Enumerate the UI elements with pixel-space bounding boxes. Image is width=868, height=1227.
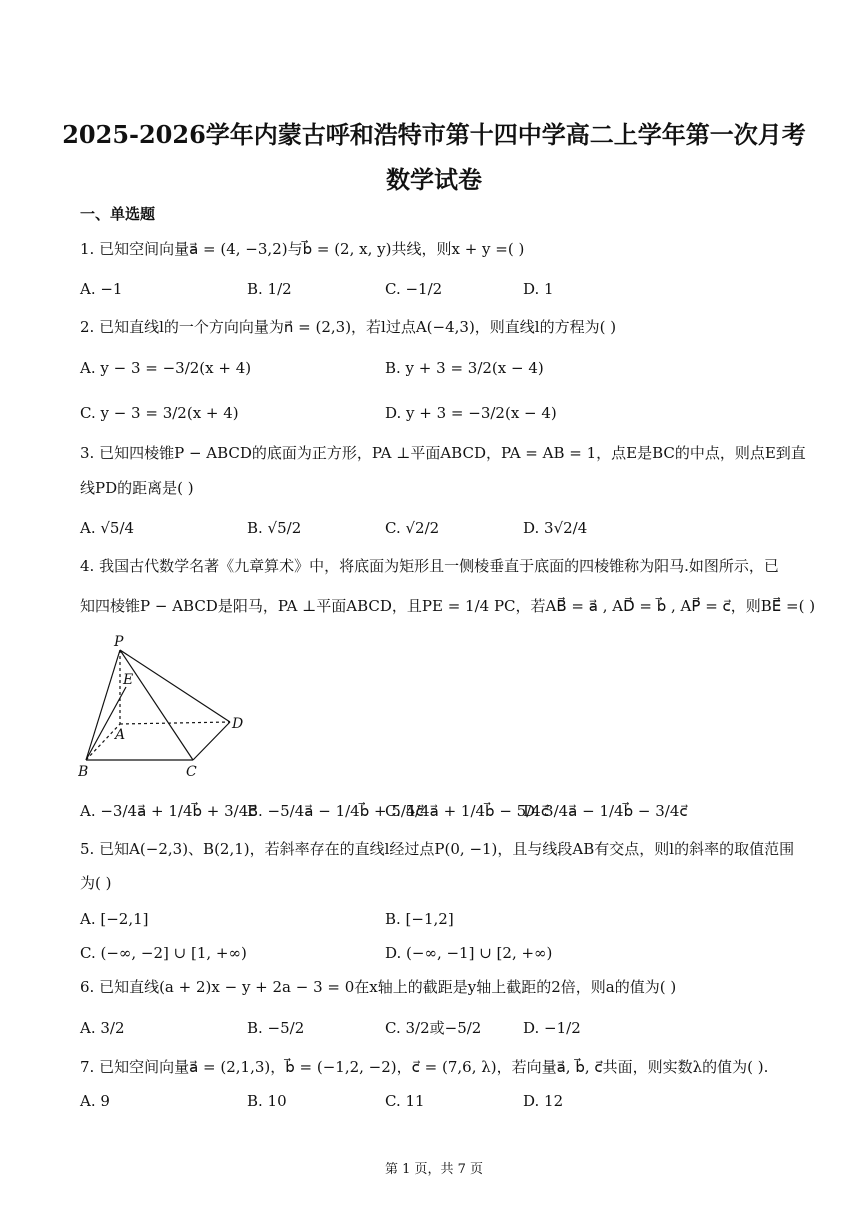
- label-e: E: [123, 672, 134, 688]
- q3-option-b: B. √5/2: [247, 519, 302, 537]
- q5-option-b: B. [−1,2]: [385, 910, 454, 928]
- question-3-stem-line1: 3. 已知四棱锥P − ABCD的底面为正方形，PA ⊥平面ABCD，PA = AB = 1，点E是BC的中点，则点E到直: [80, 444, 806, 462]
- q1-option-c: C. −1/2: [385, 280, 443, 298]
- q4-option-a: A. −3/4a⃗ + 1/4b⃗ + 3/4c⃗: [80, 802, 257, 820]
- section-heading: 一、单选题: [80, 205, 156, 223]
- question-5-stem-line2: 为( ): [80, 874, 112, 892]
- q7-option-b: B. 10: [247, 1092, 287, 1110]
- question-7-stem: 7. 已知空间向量a⃗ = (2,1,3)，b⃗ = (−1,2, −2)，c⃗ = (7,6, λ)，若向量a⃗, b⃗, c⃗共面，则实数λ的值为( ).: [80, 1058, 769, 1076]
- q6-option-d: D. −1/2: [523, 1019, 581, 1037]
- question-5-stem-line1: 5. 已知A(−2,3)、B(2,1)，若斜率存在的直线l经过点P(0, −1)，且与线段AB有交点，则l的斜率的取值范围: [80, 840, 795, 858]
- q5-option-a: A. [−2,1]: [80, 910, 149, 928]
- label-p: P: [114, 634, 124, 650]
- question-6-stem: 6. 已知直线(a + 2)x − y + 2a − 3 = 0在x轴上的截距是y轴上截距的2倍，则a的值为( ): [80, 978, 677, 996]
- q3-option-c: C. √2/2: [385, 519, 440, 537]
- exam-subtitle: 数学试卷: [386, 165, 482, 194]
- q5-option-c: C. (−∞, −2] ∪ [1, +∞): [80, 944, 247, 962]
- q4-option-d: D. 3/4a⃗ − 1/4b⃗ − 3/4c⃗: [523, 802, 688, 820]
- label-d: D: [232, 716, 244, 732]
- label-a: A: [115, 727, 126, 743]
- q3-option-d: D. 3√2/4: [523, 519, 588, 537]
- q1-option-b: B. 1/2: [247, 280, 292, 298]
- question-3-stem-line2: 线PD的距离是( ): [80, 479, 194, 497]
- q2-option-c: C. y − 3 = 3/2(x + 4): [80, 404, 239, 422]
- q1-option-d: D. 1: [523, 280, 554, 298]
- q7-option-a: A. 9: [80, 1092, 110, 1110]
- question-4-stem-line2: 知四棱锥P − ABCD是阳马，PA ⊥平面ABCD，且PE = 1/4 PC，若AB⃗ = a⃗ , AD⃗ = b⃗ , AP⃗ = c⃗，则BE⃗ =( ): [80, 597, 816, 615]
- q3-option-a: A. √5/4: [80, 519, 135, 537]
- q5-option-d: D. (−∞, −1] ∪ [2, +∞): [385, 944, 553, 962]
- pyramid-figure: [78, 632, 248, 782]
- label-c: C: [186, 764, 197, 780]
- q6-option-a: A. 3/2: [80, 1019, 125, 1037]
- exam-title: 2025-2026学年内蒙古呼和浩特市第十四中学高二上学年第一次月考: [62, 120, 806, 149]
- page-footer: 第 1 页，共 7 页: [384, 1162, 484, 1177]
- q2-option-d: D. y + 3 = −3/2(x − 4): [385, 404, 557, 422]
- q7-option-c: C. 11: [385, 1092, 425, 1110]
- q6-option-c: C. 3/2或−5/2: [385, 1019, 482, 1037]
- q2-option-a: A. y − 3 = −3/2(x + 4): [80, 359, 252, 377]
- q7-option-d: D. 12: [523, 1092, 564, 1110]
- q2-option-b: B. y + 3 = 3/2(x − 4): [385, 359, 544, 377]
- q4-option-c: C. 5/4a⃗ + 1/4b⃗ − 5/4c⃗: [385, 802, 550, 820]
- label-b: B: [78, 764, 89, 780]
- q1-option-a: A. −1: [80, 280, 123, 298]
- question-1-stem: 1. 已知空间向量a⃗ = (4, −3,2)与b⃗ = (2, x, y)共线，则x + y =( ): [80, 240, 525, 258]
- question-4-stem-line1: 4. 我国古代数学名著《九章算术》中，将底面为矩形且一侧棱垂直于底面的四棱锥称为阳马.如图所示，已: [80, 557, 779, 575]
- q4-option-b: B. −5/4a⃗ − 1/4b⃗ + 5/4c⃗: [247, 802, 424, 820]
- q6-option-b: B. −5/2: [247, 1019, 305, 1037]
- question-2-stem: 2. 已知直线l的一个方向向量为n⃗ = (2,3)，若l过点A(−4,3)，则直线l的方程为( ): [80, 318, 617, 336]
